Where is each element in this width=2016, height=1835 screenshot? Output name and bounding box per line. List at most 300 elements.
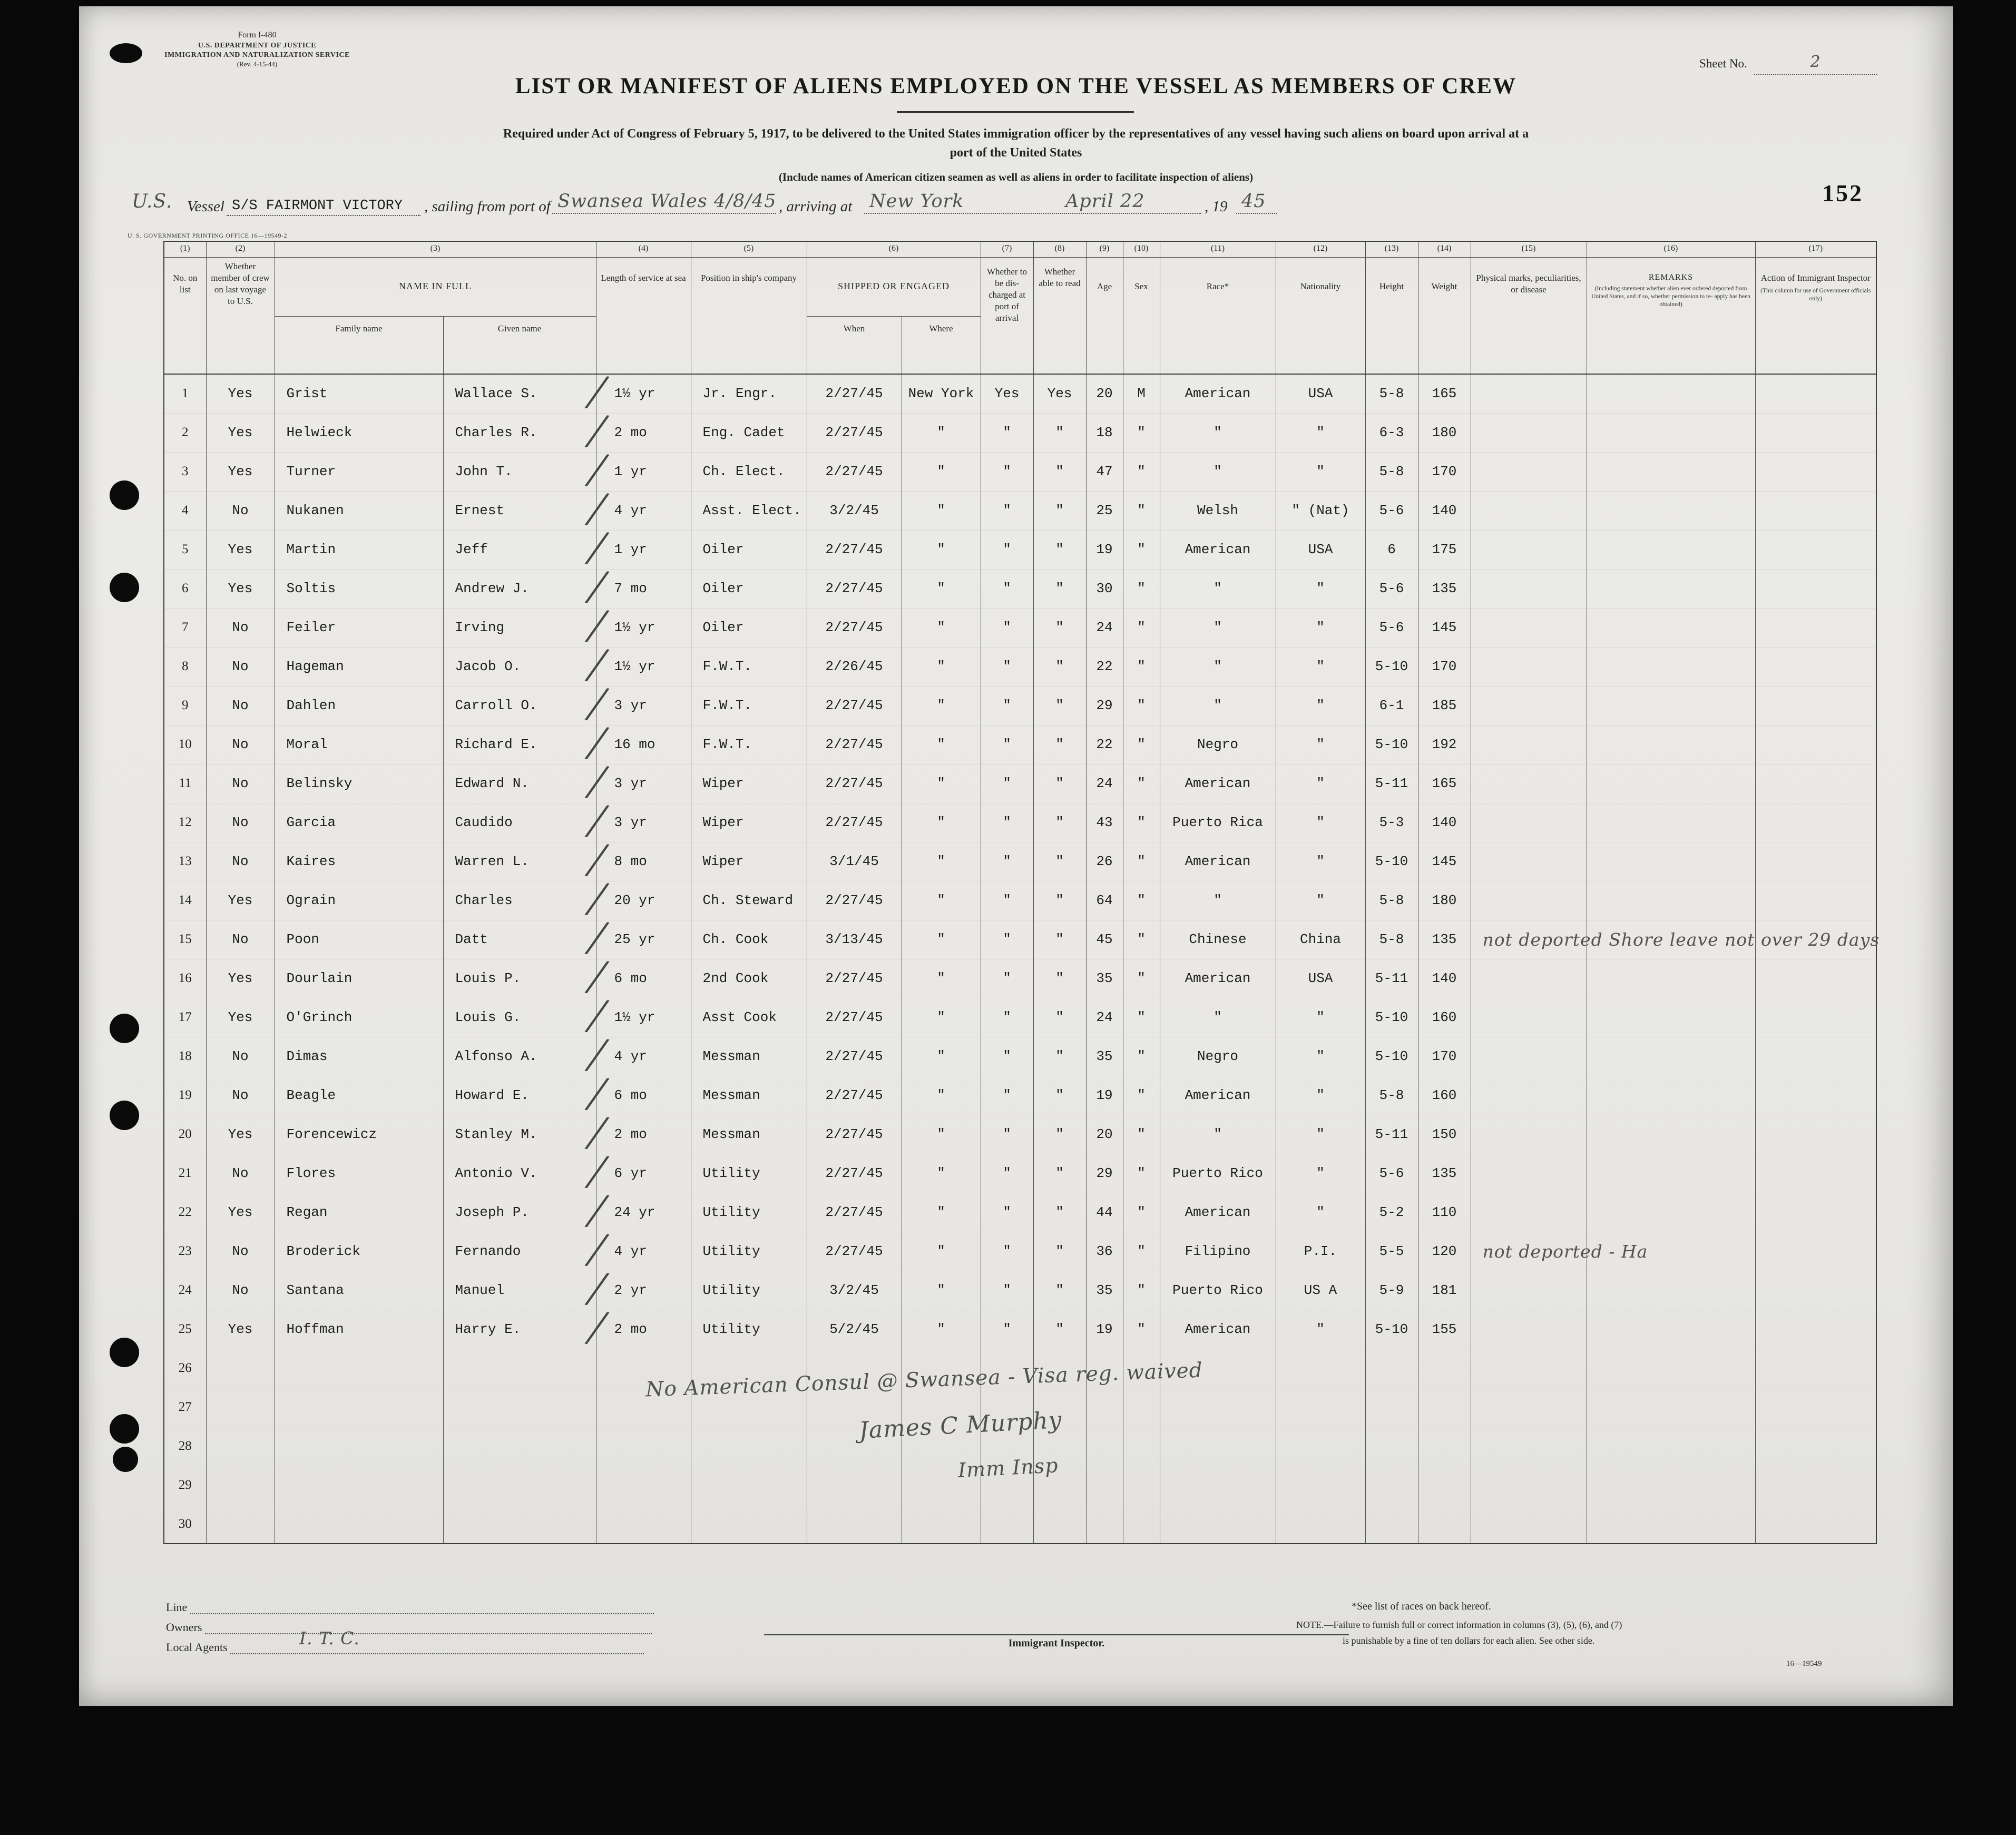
cell-able-to-read: " [1033,959,1086,998]
cell-age: 43 [1086,803,1123,842]
cell-position: Eng. Cadet [691,413,807,452]
sheet-no-blank [1754,53,1877,75]
col-num-7: (7) [981,241,1033,257]
cell-age: 20 [1086,1115,1123,1154]
cell-race: " [1160,413,1276,452]
cell-nationality: US A [1276,1271,1365,1310]
manifest-row [164,1154,1876,1193]
cell-position [691,1427,807,1466]
cell-remarks [1587,569,1755,608]
service-name: IMMIGRATION AND NATURALIZATION SERVICE [164,51,350,59]
cell-family-name [275,1466,443,1505]
cell-inspector-action [1755,1349,1876,1388]
cell-line-number: 9 [164,686,206,725]
cell-sex: " [1123,1037,1160,1076]
cell-sex: " [1123,569,1160,608]
cell-race [1160,1505,1276,1544]
cell-service-length: ╱ 3 yr [596,764,691,803]
cell-shipped-where: " [902,530,981,569]
cell-discharged: " [981,1037,1033,1076]
cell-line-number: 10 [164,725,206,764]
cell-family-name: Poon [275,920,443,959]
cell-able-to-read: " [1033,1115,1086,1154]
cell-service-length: ╱ 2 yr [596,1271,691,1310]
cell-physical-marks [1471,1427,1587,1466]
cell-family-name: Hoffman [275,1310,443,1349]
cell-crew-member: Yes [206,569,275,608]
inspector-signature-line [764,1617,1349,1635]
cell-crew-member [206,1466,275,1505]
cell-discharged: " [981,1115,1033,1154]
header-sex: Sex [1123,257,1160,374]
cell-position [691,1505,807,1544]
cell-sex: " [1123,1310,1160,1349]
cell-nationality: " [1276,881,1365,920]
cell-crew-member: Yes [206,959,275,998]
manifest-row [164,764,1876,803]
col-num-8: (8) [1033,241,1086,257]
cell-physical-marks [1471,608,1587,647]
cell-height: 5-11 [1365,959,1418,998]
cell-height: 6-1 [1365,686,1418,725]
cell-race: " [1160,608,1276,647]
cell-sex: " [1123,764,1160,803]
cell-nationality: " [1276,452,1365,491]
cell-shipped-when: 2/27/45 [807,1037,902,1076]
cell-age: 47 [1086,452,1123,491]
cell-remarks [1587,764,1755,803]
cell-position: Oiler [691,608,807,647]
cell-physical-marks [1471,1505,1587,1544]
cell-inspector-action [1755,647,1876,686]
cell-remarks [1587,1505,1755,1544]
cell-given-name: Antonio V. [443,1154,596,1193]
cell-race: Chinese [1160,920,1276,959]
cell-nationality: " (Nat) [1276,491,1365,530]
cell-nationality: " [1276,725,1365,764]
cell-height: 5-8 [1365,374,1418,413]
inspector-signature-block [764,1617,1349,1650]
cell-service-length: ╱ 1½ yr [596,998,691,1037]
cell-age: 22 [1086,647,1123,686]
cell-able-to-read: " [1033,1037,1086,1076]
cell-height: 5-10 [1365,725,1418,764]
manifest-row [164,1193,1876,1232]
cell-weight: 180 [1418,881,1471,920]
cell-nationality [1276,1505,1365,1544]
cell-nationality: USA [1276,959,1365,998]
cell-weight: 150 [1418,1115,1471,1154]
manifest-row [164,491,1876,530]
cell-height [1365,1349,1418,1388]
action-subtext: (This column for use of Government officials only) [1760,287,1871,302]
cell-race: American [1160,1076,1276,1115]
cell-physical-marks [1471,1310,1587,1349]
cell-crew-member: No [206,647,275,686]
manifest-row [164,374,1876,413]
cell-given-name: Alfonso A. [443,1037,596,1076]
cell-position: Wiper [691,842,807,881]
cell-remarks [1587,881,1755,920]
cell-inspector-action [1755,1427,1876,1466]
handwritten-prefix: U.S. [132,191,173,212]
cell-family-name: Santana [275,1271,443,1310]
cell-shipped-when: 2/27/45 [807,452,902,491]
footer-agents-row [166,1641,644,1654]
cell-age: 24 [1086,764,1123,803]
cell-discharged: " [981,491,1033,530]
sheet-no-value: 2 [1810,53,1821,71]
penalty-note-line1: NOTE.—Failure to furnish full or correct information in columns (3), (5), (6), and (7) [1296,1620,1622,1630]
cell-discharged: " [981,608,1033,647]
col-num-9: (9) [1086,241,1123,257]
cell-height: 5-8 [1365,452,1418,491]
cell-position: Messman [691,1115,807,1154]
cell-inspector-action [1755,1310,1876,1349]
header-age: Age [1086,257,1123,374]
cell-shipped-when: 3/1/45 [807,842,902,881]
cell-weight: 145 [1418,842,1471,881]
cell-able-to-read [1033,1505,1086,1544]
cell-line-number: 7 [164,608,206,647]
cell-service-length: ╱ 6 mo [596,1076,691,1115]
cell-weight: 140 [1418,803,1471,842]
cell-family-name: Martin [275,530,443,569]
cell-height [1365,1466,1418,1505]
header-height: Height [1365,257,1418,374]
cell-shipped-when: 2/27/45 [807,1076,902,1115]
cell-line-number: 15 [164,920,206,959]
header-remarks [1587,257,1755,374]
cell-height: 5-6 [1365,569,1418,608]
cell-given-name: Charles R. [443,413,596,452]
cell-able-to-read: " [1033,608,1086,647]
cell-age: 64 [1086,881,1123,920]
cell-race: " [1160,881,1276,920]
cell-physical-marks [1471,1466,1587,1505]
cell-shipped-where: " [902,569,981,608]
cell-service-length [596,1466,691,1505]
cell-sex [1123,1388,1160,1427]
cell-family-name: Flores [275,1154,443,1193]
cell-race: Negro [1160,725,1276,764]
cell-physical-marks [1471,686,1587,725]
cell-nationality: USA [1276,374,1365,413]
cell-race [1160,1388,1276,1427]
cell-discharged: " [981,881,1033,920]
page-title: LIST OR MANIFEST OF ALIENS EMPLOYED ON THE VESSEL AS MEMBERS OF CREW [515,74,1517,99]
cell-able-to-read: " [1033,1154,1086,1193]
cell-sex: " [1123,725,1160,764]
hole-punch [110,480,139,510]
cell-physical-marks [1471,764,1587,803]
agents-value: I. T. C. [299,1628,360,1648]
cell-age: 29 [1086,1154,1123,1193]
remarks-title: REMARKS [1648,272,1694,282]
cell-shipped-where: " [902,413,981,452]
cell-physical-marks [1471,491,1587,530]
cell-weight: 145 [1418,608,1471,647]
cell-physical-marks [1471,452,1587,491]
cell-shipped-when: 3/13/45 [807,920,902,959]
cell-remarks [1587,1271,1755,1310]
cell-race: " [1160,686,1276,725]
cell-weight: 180 [1418,413,1471,452]
cell-age: 29 [1086,686,1123,725]
cell-line-number: 3 [164,452,206,491]
cell-shipped-where: " [902,1310,981,1349]
cell-weight: 165 [1418,374,1471,413]
cell-service-length: ╱ 24 yr [596,1193,691,1232]
cell-remarks [1587,491,1755,530]
action-title: Action of Immigrant Inspector [1760,272,1871,283]
cell-weight: 170 [1418,647,1471,686]
cell-position: Oiler [691,569,807,608]
sheet-no-label: Sheet No. [1699,57,1747,70]
cell-given-name: Charles [443,881,596,920]
cell-discharged: " [981,413,1033,452]
consul-annotation: No American Consul @ Swansea - Visa reg. waived [645,1358,1203,1402]
cell-weight: 181 [1418,1271,1471,1310]
cell-remarks [1587,1310,1755,1349]
cell-able-to-read: " [1033,1232,1086,1271]
cell-line-number: 12 [164,803,206,842]
cell-given-name: Manuel [443,1271,596,1310]
cell-discharged: " [981,1232,1033,1271]
cell-weight: 185 [1418,686,1471,725]
cell-crew-member: No [206,1154,275,1193]
cell-given-name [443,1349,596,1388]
cell-family-name [275,1427,443,1466]
col-num-2: (2) [206,241,275,257]
cell-service-length: ╱ 25 yr [596,920,691,959]
cell-service-length: ╱ 2 mo [596,1310,691,1349]
cell-age: 19 [1086,1076,1123,1115]
footer-owners-row [166,1621,652,1634]
cell-race: American [1160,1193,1276,1232]
cell-race: " [1160,569,1276,608]
cell-height: 5-3 [1365,803,1418,842]
cell-family-name: Kaires [275,842,443,881]
cell-able-to-read: " [1033,686,1086,725]
cell-discharged: " [981,647,1033,686]
cell-discharged: " [981,1310,1033,1349]
cell-line-number: 30 [164,1505,206,1544]
cell-remarks [1587,998,1755,1037]
cell-family-name: Dimas [275,1037,443,1076]
cell-given-name [443,1505,596,1544]
cell-age: 19 [1086,1310,1123,1349]
cell-age: 19 [1086,530,1123,569]
cell-line-number: 14 [164,881,206,920]
cell-shipped-where: " [902,764,981,803]
cell-shipped-when: 2/27/45 [807,1193,902,1232]
column-numbers-row [164,241,1876,257]
cell-nationality: " [1276,1037,1365,1076]
cell-sex: " [1123,608,1160,647]
manifest-row [164,1076,1876,1115]
cell-height [1365,1388,1418,1427]
cell-shipped-where: " [902,647,981,686]
manifest-row [164,920,1876,959]
cell-discharged: " [981,998,1033,1037]
cell-family-name: Dourlain [275,959,443,998]
cell-able-to-read: " [1033,842,1086,881]
cell-weight [1418,1388,1471,1427]
cell-shipped-when: 2/27/45 [807,1232,902,1271]
col-num-16: (16) [1587,241,1755,257]
cell-shipped-when: 3/2/45 [807,1271,902,1310]
cell-shipped-where: New York [902,374,981,413]
cell-shipped-where: " [902,881,981,920]
cell-physical-marks: not deported - Ha [1471,1232,1587,1271]
header-position: Position in ship's company [691,257,807,374]
cell-height: 6 [1365,530,1418,569]
cell-family-name [275,1505,443,1544]
vessel-label: Vessel [187,198,224,215]
cell-sex [1123,1427,1160,1466]
cell-weight: 175 [1418,530,1471,569]
cell-position: Oiler [691,530,807,569]
cell-family-name: Dahlen [275,686,443,725]
cell-position: F.W.T. [691,725,807,764]
cell-physical-marks [1471,1115,1587,1154]
inspector-signature-title: Imm Insp [957,1454,1059,1482]
hole-punch [110,43,142,63]
cell-age: 36 [1086,1232,1123,1271]
cell-service-length [596,1505,691,1544]
cell-discharged: " [981,452,1033,491]
cell-service-length: ╱ 7 mo [596,569,691,608]
cell-nationality: " [1276,803,1365,842]
cell-height: 5-10 [1365,842,1418,881]
cell-nationality: " [1276,1076,1365,1115]
cell-given-name: John T. [443,452,596,491]
cell-inspector-action [1755,686,1876,725]
arriving-port-blank [864,190,1059,214]
cell-height: 5-8 [1365,920,1418,959]
cell-remarks [1587,530,1755,569]
cell-line-number: 2 [164,413,206,452]
cell-shipped-when: 2/27/45 [807,881,902,920]
cell-given-name [443,1388,596,1427]
cell-sex: M [1123,374,1160,413]
cell-family-name: Helwieck [275,413,443,452]
cell-line-number: 8 [164,647,206,686]
cell-weight: 135 [1418,1154,1471,1193]
cell-race: Negro [1160,1037,1276,1076]
cell-physical-marks [1471,1271,1587,1310]
manifest-row [164,1310,1876,1349]
cell-discharged: " [981,764,1033,803]
cell-family-name: Broderick [275,1232,443,1271]
cell-family-name: Turner [275,452,443,491]
manifest-row [164,1232,1876,1271]
header-service-length: Length of service at sea [596,257,691,374]
cell-inspector-action [1755,1466,1876,1505]
cell-inspector-action [1755,530,1876,569]
cell-shipped-where: " [902,686,981,725]
cell-remarks [1587,842,1755,881]
arriving-port: New York [869,191,964,212]
cell-service-length: ╱ 8 mo [596,842,691,881]
vessel-name-blank [227,192,420,216]
cell-physical-marks [1471,842,1587,881]
cell-height: 5-2 [1365,1193,1418,1232]
hole-punch [110,1414,139,1444]
cell-crew-member: No [206,920,275,959]
cell-service-length: ╱ 4 yr [596,491,691,530]
manifest-row [164,647,1876,686]
cell-inspector-action [1755,1076,1876,1115]
cell-height: 5-9 [1365,1271,1418,1310]
cell-height: 5-10 [1365,1037,1418,1076]
cell-height: 5-6 [1365,491,1418,530]
cell-nationality: " [1276,998,1365,1037]
sailing-port: Swansea Wales 4/8/45 [557,191,777,212]
cell-remarks [1587,608,1755,647]
header-able-to-read: Whether able to read [1033,257,1086,374]
cell-given-name: Carroll O. [443,686,596,725]
hole-punch [113,1447,138,1472]
manifest-row [164,569,1876,608]
cell-family-name: Soltis [275,569,443,608]
cell-race: Puerto Rico [1160,1271,1276,1310]
cell-sex: " [1123,1271,1160,1310]
cell-service-length: ╱ 2 mo [596,413,691,452]
cell-physical-marks [1471,1076,1587,1115]
cell-remarks [1587,647,1755,686]
cell-weight: 155 [1418,1310,1471,1349]
cell-line-number: 11 [164,764,206,803]
manifest-row [164,998,1876,1037]
cell-service-length: ╱ 4 yr [596,1037,691,1076]
cell-inspector-action [1755,608,1876,647]
sailing-label: , sailing from port of [424,198,551,215]
cell-sex [1123,1505,1160,1544]
hole-punch [110,573,139,602]
cell-shipped-when: 2/27/45 [807,959,902,998]
col-num-3: (3) [275,241,596,257]
cell-given-name: Wallace S. [443,374,596,413]
cell-line-number: 18 [164,1037,206,1076]
cell-sex: " [1123,920,1160,959]
cell-able-to-read: " [1033,803,1086,842]
manifest-row [164,1271,1876,1310]
cell-race: Puerto Rica [1160,803,1276,842]
cell-age: 30 [1086,569,1123,608]
cell-inspector-action [1755,1388,1876,1427]
cell-family-name: Beagle [275,1076,443,1115]
cell-age: 45 [1086,920,1123,959]
cell-service-length: ╱ 1½ yr [596,608,691,647]
cell-shipped-where: " [902,803,981,842]
hole-punch [110,1101,139,1130]
cell-crew-member: Yes [206,1115,275,1154]
cell-race: " [1160,647,1276,686]
cell-crew-member: No [206,1232,275,1271]
cell-shipped-where: " [902,1115,981,1154]
cell-remarks [1587,1076,1755,1115]
cell-line-number: 6 [164,569,206,608]
cell-sex [1123,1466,1160,1505]
cell-physical-marks [1471,530,1587,569]
cell-discharged: " [981,920,1033,959]
manifest-row [164,842,1876,881]
cell-family-name: Nukanen [275,491,443,530]
cell-position: Wiper [691,764,807,803]
cell-inspector-action [1755,959,1876,998]
